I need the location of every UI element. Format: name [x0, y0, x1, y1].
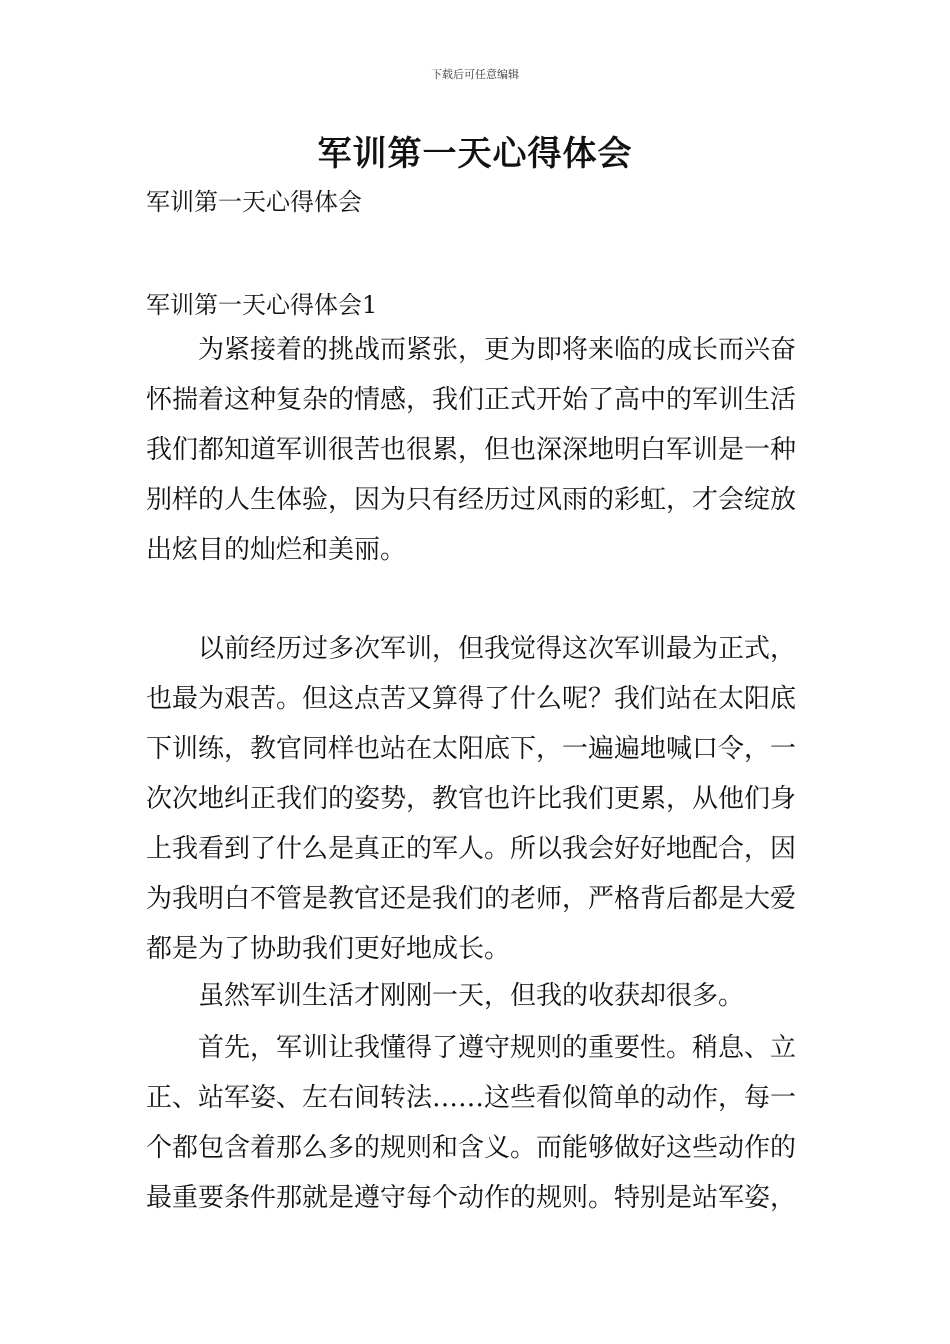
document-title: 军训第一天心得体会 — [317, 134, 633, 174]
paragraph-1 — [146, 325, 806, 575]
download-note: 下载后可任意编辑 — [431, 68, 519, 81]
paragraph-line: 也最为艰苦。但这点苦又算得了什么呢？我们站在太阳底 — [146, 684, 797, 714]
paragraph-line: 出炫目的灿烂和美丽。 — [146, 535, 407, 565]
paragraph-line: 下训练，教官同样也站在太阳底下，一遍遍地喊口令，一 — [146, 734, 797, 764]
paragraph-line: 最重要条件那就是遵守每个动作的规则。特别是站军姿， — [146, 1183, 797, 1213]
paragraph-2 — [146, 624, 806, 974]
paragraph-line: 正、站军姿、左右间转法……这些看似简单的动作，每一 — [146, 1083, 797, 1113]
paragraph-line: 个都包含着那么多的规则和含义。而能够做好这些动作的 — [146, 1133, 797, 1163]
paragraph-4 — [146, 1023, 806, 1223]
paragraph-line: 怀揣着这种复杂的情感，我们正式开始了高中的军训生活 — [146, 385, 797, 415]
paragraph-line: 别样的人生体验，因为只有经历过风雨的彩虹，才会绽放 — [146, 485, 797, 515]
paragraph-line: 我们都知道军训很苦也很累，但也深深地明白军训是一种 — [146, 435, 797, 465]
paragraph-3 — [146, 971, 806, 1021]
document-subtitle: 军训第一天心得体会 — [146, 188, 362, 216]
paragraph-line: 以前经历过多次军训，但我觉得这次军训最为正式， — [198, 634, 797, 664]
paragraph-line: 为紧接着的挑战而紧张，更为即将来临的成长而兴奋 — [198, 335, 797, 365]
section-heading: 军训第一天心得体会1 — [146, 291, 378, 319]
paragraph-line: 上我看到了什么是真正的军人。所以我会好好地配合，因 — [146, 834, 797, 864]
paragraph-line: 虽然军训生活才刚刚一天，但我的收获却很多。 — [198, 981, 745, 1011]
paragraph-line: 都是为了协助我们更好地成长。 — [146, 934, 511, 964]
paragraph-line: 为我明白不管是教官还是我们的老师，严格背后都是大爱 — [146, 884, 797, 914]
paragraph-line: 首先，军训让我懂得了遵守规则的重要性。稍息、立 — [198, 1033, 797, 1063]
paragraph-line: 次次地纠正我们的姿势，教官也许比我们更累，从他们身 — [146, 784, 797, 814]
